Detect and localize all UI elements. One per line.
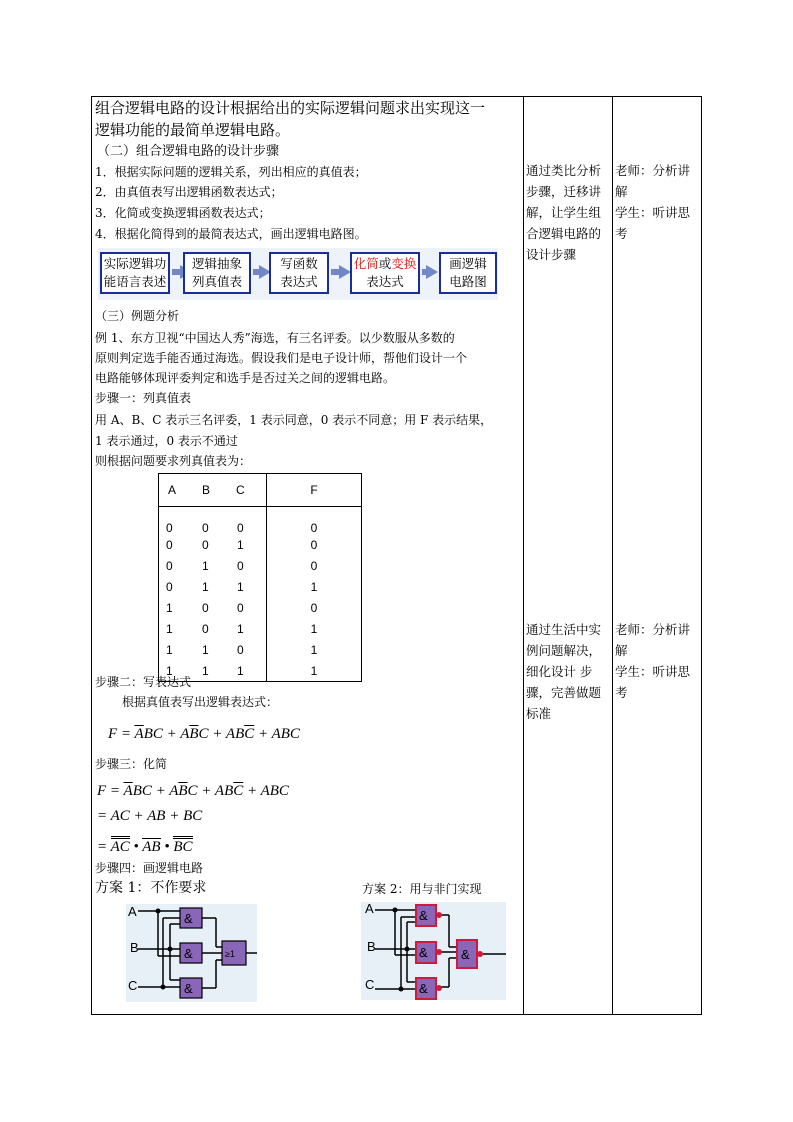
truth-table-row [159,619,362,640]
step-desc: 则根据问题要求列真值表为： [95,454,252,468]
flow-box: 写函数 表达式 [269,252,329,294]
step-desc: 1 表示通过，0 表示不通过 [95,434,238,448]
truth-table-body [159,507,362,682]
truth-table-cell: 1 [166,643,173,657]
formula-sum-of-products: $F = \overline{A}BC + A\overline{B}C + AB\overline{C}$ + ABC [108,726,300,742]
truth-table-inputs [159,619,267,640]
input-label: A [128,904,137,919]
column-divider [612,97,613,1014]
flow-arrow-head [426,265,438,279]
gate-label: & [419,908,428,923]
example-line: 电路能够体现评委判定和选手是否过关之间的逻辑电路。 [95,371,396,385]
truth-table-cell: 0 [166,559,173,573]
method-note: 通过生活中实 例问题解决， 细化设计 步 骤，完善做题 标准 [526,622,602,721]
truth-table-cell: 0 [237,559,244,573]
plan-title: 方案 1：不作要求 [95,880,207,896]
activity-note: 老师：分析讲 解 学生：听讲思 考 [615,622,691,700]
input-label: A [365,901,374,916]
flow-box: 画逻辑 电路图 [439,252,497,294]
step-item: 4．根据化简得到的最简表达式，画出逻辑电路图。 [95,227,367,241]
truth-table-output: 0 [267,598,362,619]
section-title: （三）例题分析 [95,309,180,323]
step-title: 步骤四：画逻辑电路 [95,861,204,875]
step-item: 1．根据实际问题的逻辑关系，列出相应的真值表； [95,165,367,179]
flow-box: 逻辑抽象 列真值表 [183,252,251,294]
column-divider [523,97,524,1014]
section-title: （二）组合逻辑电路的设计步骤 [97,144,280,159]
design-flow-diagram [98,248,498,300]
truth-table-header: F [267,474,362,507]
step-item: 2．由真值表写出逻辑函数表达式； [95,185,283,199]
gate-label: & [419,981,428,996]
truth-table-cell: 0 [166,520,173,535]
truth-table-row [159,507,362,535]
plan-title: 方案 2：用与非门实现 [362,882,482,896]
truth-table-cell: 0 [202,520,209,535]
input-label: B [130,940,139,955]
example-line: 例 1、东方卫视“中国达人秀”海选，有三名评委。以少数服从多数的 [95,331,455,345]
formula-simplify-3: = AC • AB • BC [97,840,193,855]
truth-table-row [159,535,362,556]
truth-table-cell: 1 [237,622,244,636]
step-desc: 根据真值表写出逻辑表达式： [122,695,279,709]
truth-table-row [159,556,362,577]
formula-simplify-1: $F = \overline{A}BC + A\overline{B}C + AB\overline{C}$ + ABC [97,783,289,799]
truth-table-output: 1 [267,661,362,682]
input-label: C [365,977,375,992]
truth-table-cell: 0 [202,622,209,636]
truth-table-cell: 0 [202,538,209,552]
truth-table [158,473,362,682]
truth-table-cell: 0 [237,520,244,535]
truth-table-cell: 0 [237,601,244,615]
flow-box: 实际逻辑功 能语言表述 [100,252,170,294]
truth-table-inputs [159,507,267,535]
truth-table-cell: 1 [202,580,209,594]
intro-line: 逻辑功能的最简单逻辑电路。 [95,121,291,139]
truth-table-output: 0 [267,535,362,556]
intro-line: 组合逻辑电路的设计根据给出的实际逻辑问题求出实现这一 [95,99,486,117]
truth-table-cell: 1 [202,643,209,657]
truth-table-inputs [159,640,267,661]
gate-label: ≥1 [225,949,235,959]
truth-table-cell: 0 [237,643,244,657]
truth-table-cell: 1 [166,622,173,636]
truth-table-output: 0 [267,556,362,577]
truth-table-inputs [159,556,267,577]
truth-table-header: A B C [159,474,267,507]
input-label: B [367,939,376,954]
circuit-diagram-plan1 [126,904,257,1002]
gate-label: & [184,981,193,996]
truth-table-cell: 0 [202,601,209,615]
truth-table-cell: 1 [202,559,209,573]
truth-table-inputs [159,577,267,598]
truth-table-cell: 1 [237,580,244,594]
activity-note: 老师：分析讲 解 学生：听讲思 考 [615,163,691,241]
truth-table-inputs [159,598,267,619]
step-title: 步骤一：列真值表 [95,391,192,405]
step-item: 3．化简或变换逻辑函数表达式； [95,206,271,220]
flow-box: 化简或变换 表达式 [350,252,420,294]
formula-simplify-2: = AC + AB + BC [97,808,203,824]
gate-label: & [184,946,193,961]
truth-table-output: 1 [267,577,362,598]
truth-table-cell: 0 [166,538,173,552]
truth-table-output: 0 [267,507,362,535]
truth-table-output: 1 [267,619,362,640]
truth-table-row [159,577,362,598]
example-line: 原则判定选手能否通过海选。假设我们是电子设计师，帮他们设计一个 [95,351,468,365]
gate-label: & [419,945,428,960]
truth-table-inputs [159,535,267,556]
truth-table-cell: 1 [237,663,244,678]
gate-label: & [461,947,470,962]
truth-table-cell: 0 [166,580,173,594]
step-desc: 用 A、B、C 表示三名评委，1 表示同意，0 表示不同意；用 F 表示结果， [95,413,493,427]
input-label: C [128,978,138,993]
truth-table-cell: 1 [166,601,173,615]
method-note: 通过类比分析 步骤，迁移讲 解，让学生组 合逻辑电路的 设计步骤 [526,163,602,262]
truth-table-cell: 1 [202,663,209,678]
truth-table-output: 1 [267,640,362,661]
step-title: 步骤二：写表达式 [95,675,192,689]
truth-table-row [159,598,362,619]
step-title: 步骤三：化简 [95,757,168,771]
truth-table-cell: 1 [237,538,244,552]
gate-label: & [184,911,193,926]
truth-table-row [159,640,362,661]
circuit-diagram-plan2 [361,902,506,1000]
truth-table-cell: 1 [166,663,173,678]
